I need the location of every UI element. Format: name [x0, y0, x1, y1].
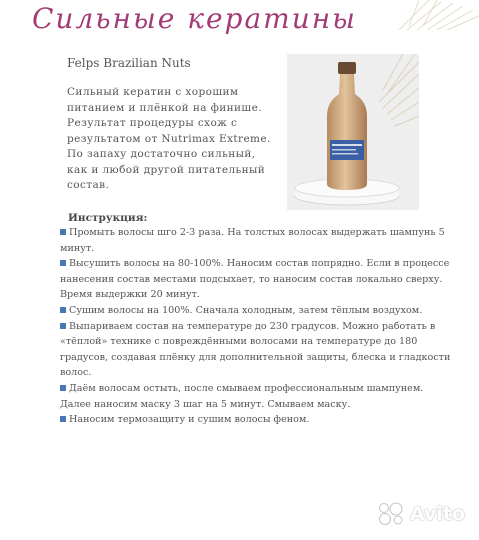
list-item [60, 412, 452, 428]
step-text: Выпариваем состав на температуре до 230 градусов. Можно работать в «тёплой» технике с повреждёнными волосами на температуре до 180 градусов, создавая плёнку для дополнительной защиты, блеска и гладкости волос. [60, 320, 451, 379]
square-bullet-icon [60, 307, 66, 313]
product-name: Felps Brazilian Nuts [67, 56, 191, 70]
product-description: Сильный кератин с хорошим питанием и плёнкой на финише. Результат процедуры схож с результатом от Nutrimax Extreme. По запаху достаточно сильный, как и любой другой питательный состав. [67, 86, 271, 191]
square-bullet-icon [60, 416, 66, 422]
square-bullet-icon [60, 229, 66, 235]
step-text: Промыть волосы шго 2-3 раза. На толстых волосах выдержать шампунь 5 минут. [60, 227, 445, 254]
square-bullet-icon [60, 385, 66, 391]
step-text: Наносим термозащиту и сушим волосы феном. [69, 414, 310, 426]
step-text: Высушить волосы на 80-100%. Наносим состав попрядно. Если в процессе нанесения состав местами подсыхает, то наносим состав локально сверху. Время выдержки 20 минут. [60, 258, 450, 301]
instructions-list [60, 225, 452, 428]
watermark-text: Avito [409, 503, 465, 525]
step-text: Сушим волосы на 100%. Сначала холодным, затем тёплым воздухом. [69, 304, 423, 316]
avito-logo-icon [378, 502, 406, 526]
list-item [60, 319, 452, 381]
list-item [60, 303, 452, 319]
list-item [60, 225, 452, 256]
square-bullet-icon [60, 323, 66, 329]
page-title: Сильные кератины [32, 2, 357, 35]
step-text: Даём волосам остыть, после смываем профессиональным шампунем. Далее наносим маску 3 шаг на 5 минут. Смываем маску. [60, 382, 424, 410]
avito-watermark [378, 502, 465, 526]
palm-leaf-decoration [389, 0, 479, 30]
instructions-section [60, 212, 452, 428]
list-item [60, 381, 452, 412]
product-photo [287, 54, 419, 210]
square-bullet-icon [60, 260, 66, 266]
list-item [60, 256, 452, 303]
instructions-title: Инструкция: [68, 212, 148, 224]
